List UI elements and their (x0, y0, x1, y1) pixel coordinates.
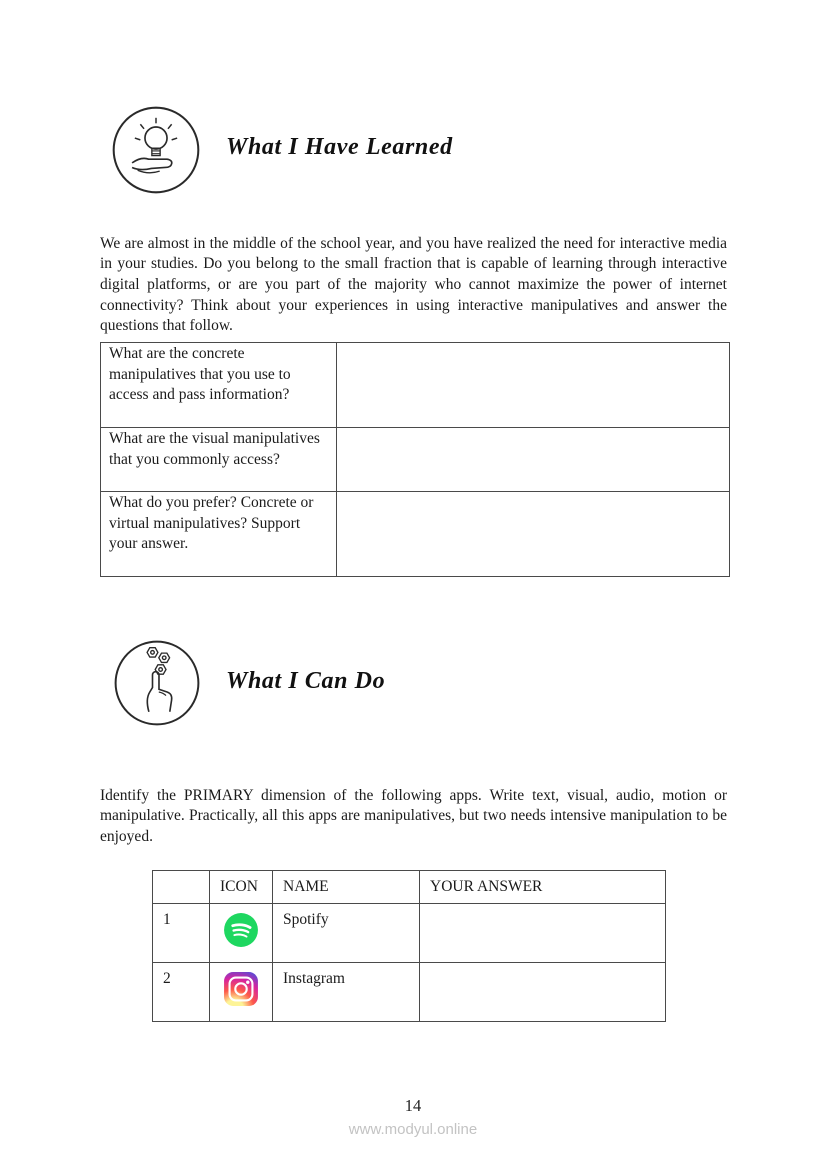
answer-cell (337, 492, 730, 577)
header-name: NAME (273, 871, 420, 904)
question-cell: What are the visual manipulatives that you commonly access? (101, 428, 337, 492)
section-title-cando: What I Can Do (226, 668, 386, 694)
lightbulb-hand-icon (110, 104, 202, 196)
app-name: Spotify (273, 904, 420, 963)
app-name: Instagram (273, 963, 420, 1022)
cando-intro-paragraph: Identify the PRIMARY dimension of the following apps. Write text, visual, audio, motion or manipulative. Practically, all this apps are manipulatives, but two needs intensive manipulation to be enjoyed. (100, 786, 727, 845)
row-number: 2 (153, 963, 210, 1022)
learned-intro-paragraph: We are almost in the middle of the school year, and you have realized the need for interactive media in your studies. Do you belong to the small fraction that is capable of learning through interactive digital platforms, or are you part of the majority who cannot maximize the power of internet connectivity? Think about your experiences in using interactive manipulatives and answer the questions that follow. (100, 234, 727, 335)
header-icon: ICON (210, 871, 273, 904)
answer-cell (420, 904, 666, 963)
table-row (101, 492, 730, 577)
table-row (101, 343, 730, 428)
table-row (101, 428, 730, 492)
apps-table (152, 870, 666, 1022)
pointing-hand-icon (112, 638, 202, 728)
answer-cell (337, 428, 730, 492)
section-title-learned: What I Have Learned (226, 134, 453, 160)
question-cell: What are the concrete manipulatives that you use to access and pass information? (101, 343, 337, 428)
apps-table-header-row (153, 871, 666, 904)
header-answer: YOUR ANSWER (420, 871, 666, 904)
instagram-icon (210, 963, 273, 1022)
row-number: 1 (153, 904, 210, 963)
footer-website: www.modyul.online (348, 1121, 478, 1138)
answer-cell (337, 343, 730, 428)
answer-cell (420, 963, 666, 1022)
table-row (153, 963, 666, 1022)
question-cell: What do you prefer? Concrete or virtual manipulatives? Support your answer. (101, 492, 337, 577)
table-row (153, 904, 666, 963)
spotify-icon (210, 904, 273, 963)
page-number: 14 (404, 1096, 422, 1115)
header-num (153, 871, 210, 904)
questions-table (100, 342, 730, 577)
